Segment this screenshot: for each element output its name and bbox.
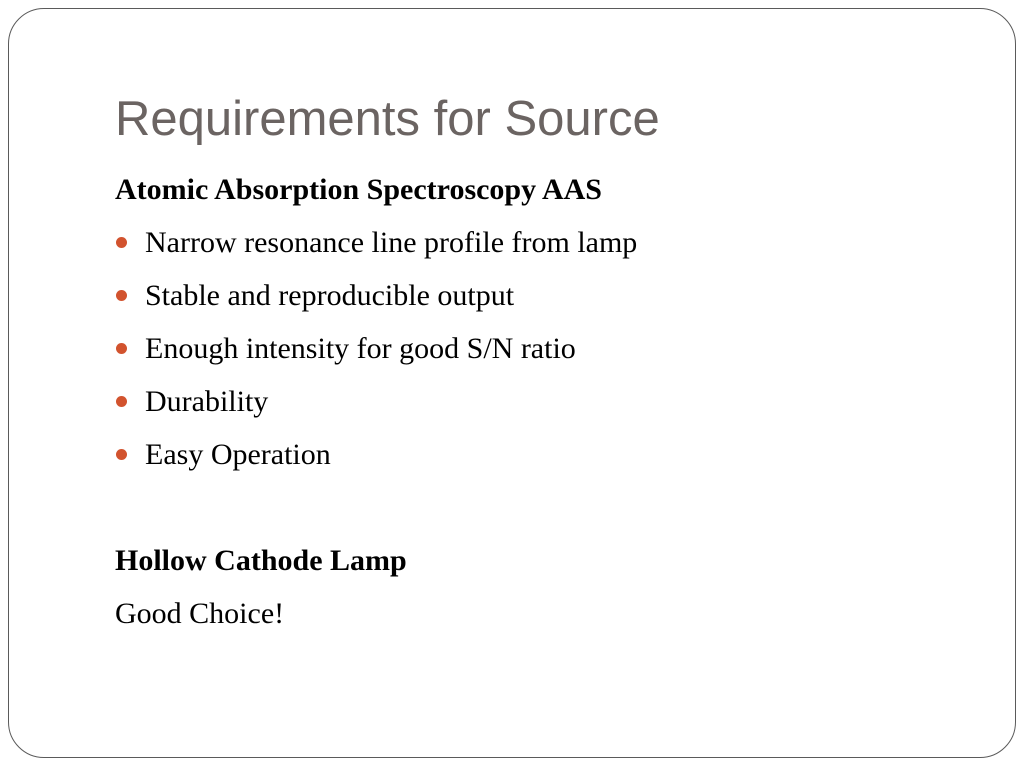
bullet-dot-icon	[116, 449, 127, 460]
slide-body	[115, 169, 975, 646]
bullet-item	[115, 328, 975, 381]
section-text-choice: Good Choice!	[115, 597, 285, 630]
bullet-dot-icon	[116, 290, 127, 301]
slide-frame	[8, 8, 1016, 758]
bullet-item	[115, 275, 975, 328]
bullet-text: Enough intensity for good S/N ratio	[145, 332, 576, 365]
section-heading-lamp: Hollow Cathode Lamp	[115, 544, 407, 577]
requirements-list	[115, 222, 975, 487]
bullet-item	[115, 381, 975, 434]
bullet-item	[115, 434, 975, 487]
bullet-text: Easy Operation	[145, 438, 331, 471]
bullet-dot-icon	[116, 343, 127, 354]
bullet-dot-icon	[116, 237, 127, 248]
bullet-text: Durability	[145, 385, 269, 418]
bullet-dot-icon	[116, 396, 127, 407]
bullet-text: Stable and reproducible output	[145, 279, 515, 312]
bullet-text: Narrow resonance line profile from lamp	[145, 226, 638, 259]
spacer	[115, 487, 975, 540]
section-heading-aas: Atomic Absorption Spectroscopy AAS	[115, 173, 602, 206]
bullet-item	[115, 222, 975, 275]
slide-title: Requirements for Source	[115, 92, 660, 146]
